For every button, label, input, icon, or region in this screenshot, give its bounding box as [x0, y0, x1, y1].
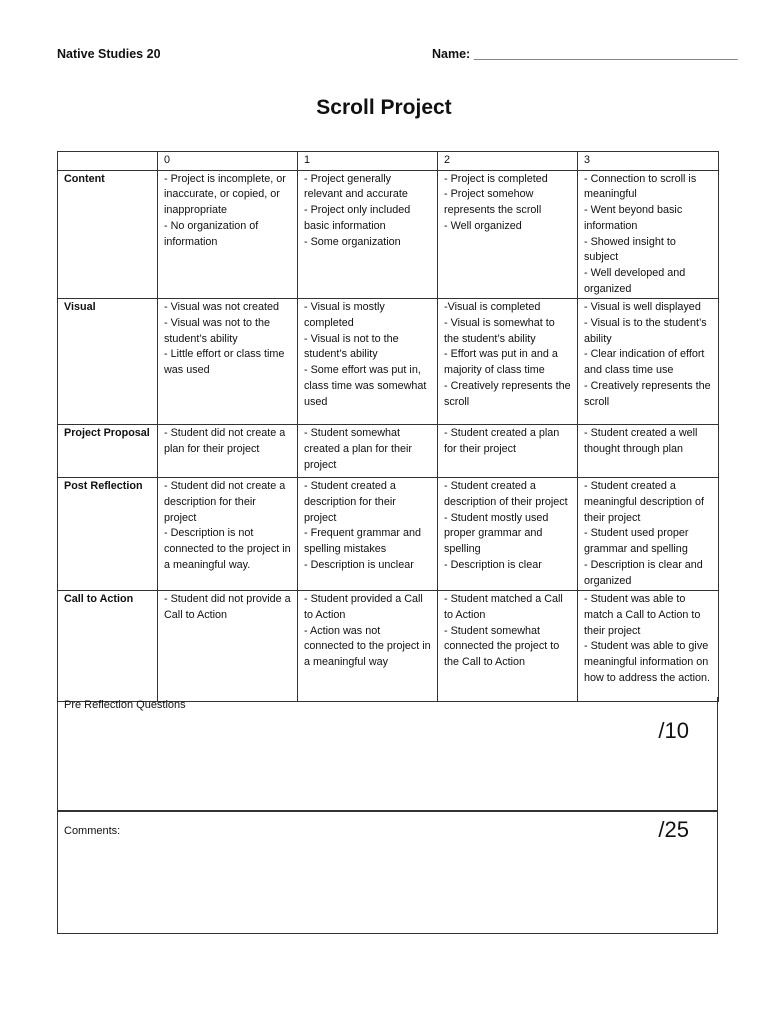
- criterion-cell: Visual: [58, 299, 158, 425]
- rubric-cell-line: - Student was able to match a Call to Action to their project: [584, 593, 701, 637]
- rubric-cell: [438, 591, 578, 702]
- rubric-cell-line: - Creatively represents the scroll: [444, 379, 571, 408]
- rubric-cell: [298, 299, 438, 425]
- page-title: Scroll Project: [316, 96, 452, 119]
- rubric-row: [58, 299, 719, 425]
- criterion-cell: Content: [58, 170, 158, 299]
- total-score: /25: [658, 817, 689, 842]
- rubric-cell: [158, 299, 298, 425]
- rubric-cell-line: - Project is completed: [444, 172, 548, 185]
- rubric-cell: [578, 591, 719, 702]
- rubric-cell-line: - Effort was put in and a majority of class time: [444, 348, 558, 377]
- rubric-cell-line: - Visual was not to the student’s ability: [164, 317, 271, 345]
- rubric-cell-line: - Visual is mostly completed: [304, 301, 385, 330]
- rubric-cell-line: - Creatively represents the scroll: [584, 379, 711, 408]
- rubric-cell-line: - Student created a description of their project: [444, 480, 568, 509]
- criterion-cell: Post Reflection: [58, 478, 158, 591]
- rubric-cell-line: - Visual is to the student’s ability: [584, 317, 707, 345]
- pre-reflection-score: /10: [658, 718, 689, 743]
- rubric-cell-line: - Student did not provide a Call to Action: [164, 593, 291, 621]
- rubric-cell-line: - Student created a well thought through plan: [584, 427, 698, 456]
- rubric-cell-line: - Project only included basic information: [304, 204, 411, 232]
- rubric-cell-line: - Frequent grammar and spelling mistakes: [304, 527, 422, 556]
- rubric-cell: [158, 591, 298, 702]
- name-blank-line: ______________________________________: [473, 47, 738, 61]
- pre-reflection-box: [57, 697, 718, 811]
- rubric-cell-line: - Action was not connected to the project in a meaningful way: [304, 624, 431, 669]
- rubric-cell: [298, 170, 438, 299]
- rubric-cell: [298, 591, 438, 702]
- rubric-cell-line: - Description is clear: [444, 558, 542, 571]
- rubric-cell: [158, 170, 298, 299]
- rubric-cell-line: - Description is clear and organized: [584, 558, 703, 587]
- rubric-cell: [578, 170, 719, 299]
- rubric-cell-line: - Little effort or class time was used: [164, 348, 285, 377]
- criterion-cell: Call to Action: [58, 591, 158, 702]
- rubric-cell-line: - Clear indication of effort and class time use: [584, 348, 705, 377]
- rubric-row: [58, 478, 719, 591]
- rubric-cell-line: - Student did not create a description for their project: [164, 480, 286, 524]
- rubric-cell-line: - Student provided a Call to Action: [304, 593, 423, 621]
- rubric-table: [57, 151, 719, 702]
- rubric-cell: [578, 425, 719, 478]
- rubric-cell-line: - Student created a plan for their project: [444, 427, 560, 456]
- rubric-cell: [298, 478, 438, 591]
- rubric-cell: [438, 299, 578, 425]
- rubric-cell-line: -Visual is completed: [444, 301, 541, 314]
- rubric-cell-line: - Project somehow represents the scroll: [444, 188, 542, 217]
- rubric-row: [58, 170, 719, 299]
- rubric-cell: [438, 425, 578, 478]
- rubric-row: [58, 425, 719, 478]
- rubric-cell-line: - Student did not create a plan for their project: [164, 427, 286, 456]
- rubric-cell-line: - Student mostly used proper grammar and spelling: [444, 511, 549, 556]
- rubric-cell-line: - Student somewhat created a plan for their project: [304, 427, 413, 471]
- rubric-cell-line: - Student was able to give meaningful information on how to address the action.: [584, 640, 711, 684]
- rubric-cell: [578, 478, 719, 591]
- rubric-cell-line: - Student used proper grammar and spelling: [584, 527, 689, 556]
- comments-label: Comments:: [64, 825, 121, 837]
- rubric-cell: [438, 170, 578, 299]
- rubric-cell-line: - Went beyond basic information: [584, 204, 683, 232]
- rubric-cell-line: - Project is incomplete, or inaccurate, or copied, or inappropriate: [164, 172, 286, 217]
- rubric-cell: [158, 425, 298, 478]
- rubric-cell: [438, 478, 578, 591]
- rubric-cell-line: - Description is unclear: [304, 558, 414, 571]
- rubric-cell-line: - Well developed and organized: [584, 266, 686, 295]
- level-header: 0: [158, 152, 298, 171]
- rubric-cell-line: - Project generally relevant and accurate: [304, 172, 408, 201]
- rubric-cell-line: - Showed insight to subject: [584, 235, 676, 264]
- comments-box: [57, 811, 718, 934]
- rubric-cell-line: - Student created a description for their project: [304, 480, 396, 524]
- rubric-cell-line: - Student somewhat connected the project to the Call to Action: [444, 624, 560, 669]
- rubric-cell-line: - No organization of information: [164, 219, 259, 248]
- rubric-row: [58, 591, 719, 702]
- rubric-cell-line: - Visual is somewhat to the student’s ability: [444, 317, 555, 345]
- rubric-cell-line: - Visual is not to the student’s ability: [304, 332, 399, 361]
- pre-reflection-label: Pre Reflection Questions: [64, 699, 186, 711]
- level-header: 3: [578, 152, 719, 171]
- rubric-cell-line: - Student created a meaningful description of their project: [584, 480, 705, 524]
- course-name: Native Studies 20: [57, 47, 161, 61]
- rubric-cell-line: - Student matched a Call to Action: [444, 593, 563, 621]
- rubric-cell-line: - Connection to scroll is meaningful: [584, 172, 697, 201]
- rubric-cell: [578, 299, 719, 425]
- rubric-cell-line: - Some effort was put in, class time was somewhat used: [304, 364, 427, 408]
- rubric-cell-line: - Visual was not created: [164, 301, 280, 314]
- criterion-cell: Project Proposal: [58, 425, 158, 478]
- corner-cell: [58, 152, 158, 171]
- rubric-cell-line: - Visual is well displayed: [584, 301, 701, 314]
- level-header: 2: [438, 152, 578, 171]
- rubric-cell-line: - Well organized: [444, 219, 522, 232]
- rubric-cell: [158, 478, 298, 591]
- rubric-cell-line: - Some organization: [304, 235, 401, 248]
- name-field: [432, 47, 738, 61]
- name-label: Name:: [432, 47, 471, 61]
- rubric-header-row: [58, 152, 719, 171]
- rubric-cell: [298, 425, 438, 478]
- level-header: 1: [298, 152, 438, 171]
- rubric-cell-line: - Description is not connected to the project in a meaningful way.: [164, 527, 291, 571]
